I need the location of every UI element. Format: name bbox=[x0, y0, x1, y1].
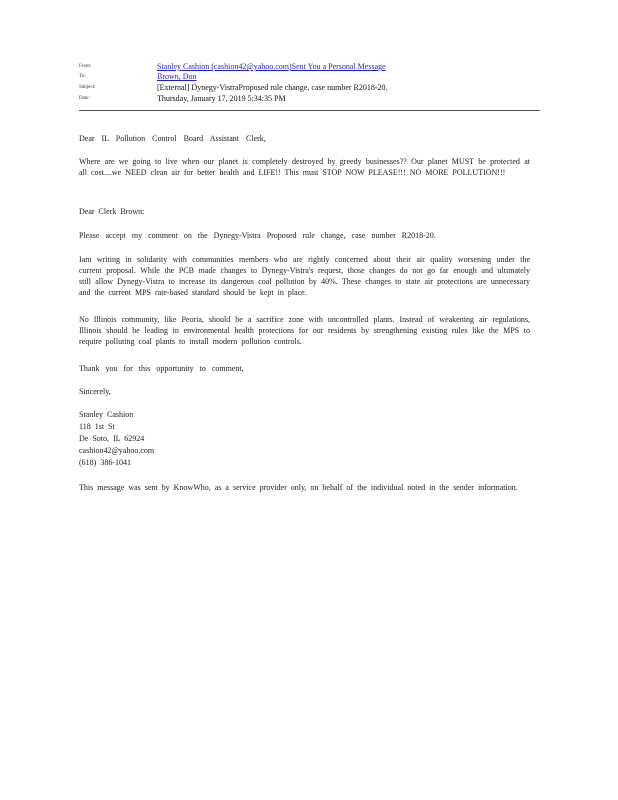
paragraph-planet: Where are we going to live when our planet is completely destroyed by greedy businesses?? Our planet MUST be protected at all cost....we NEED clean air for better health and LIFE!! This must STOP NOW PLEASE!!! NO MORE POLLUTION!!! bbox=[79, 157, 530, 177]
date-value: Thursday, January 17, 2019 5:34:35 PM bbox=[157, 94, 286, 103]
greeting-assistant-clerk: Dear IL Pollution Control Board Assistant Clerk, bbox=[79, 134, 266, 143]
signature-block bbox=[79, 409, 530, 469]
to-link[interactable]: Brown, Don bbox=[157, 72, 197, 81]
signature-street: 118 1st St bbox=[79, 422, 115, 431]
closing: Sincerely, bbox=[79, 387, 111, 396]
header-from-row bbox=[79, 62, 549, 72]
signature-email: cashion42@yahoo.com bbox=[79, 446, 155, 455]
to-label: To: bbox=[79, 74, 86, 79]
paragraph-sacrifice-zone: No Illinois community, like Peoria, should be a sacrifice zone with uncontrolled plants. Instead of weakening air regulations, Illinois should be leading in environmental health protections for our residents by strengthening existing rules like the MPS to require polluting coal plants to install modern pollution controls. bbox=[79, 315, 530, 346]
paragraph-thank-you: Thank you for this opportunity to comment, bbox=[79, 364, 244, 373]
header-date-row bbox=[79, 94, 549, 104]
paragraph-solidarity: Iam writing in solidarity with communities members who are rightly concerned about their air quality worsening under the current proposal. While the PCB made changes to Dynegy-Vistra's request, those changes do not go far enough and ultimately still allow Dynegy-Vistra to increase its dangerous coal pollution by 40%. These changes to state air protections are unnecessary and the current MPS rate-based standard should be kept in place. bbox=[79, 255, 530, 297]
header-divider bbox=[79, 110, 540, 111]
subject-label: Subject: bbox=[79, 85, 96, 90]
footer-notice: This message was sent by KnowWho, as a service provider only, on behalf of the individual noted in the sender information. bbox=[79, 483, 518, 492]
paragraph-accept-comment: Please accept my comment on the Dynegy-Vistra Proposed rule change, case number R2018-20. bbox=[79, 231, 436, 240]
signature-name: Stanley Cashion bbox=[79, 410, 134, 419]
greeting-clerk-brown: Dear Clerk Brown: bbox=[79, 207, 145, 216]
from-link[interactable]: Stanley Cashion (cashion42@yahoo.com)Sent You a Personal Message bbox=[157, 62, 386, 71]
header-subject-row bbox=[79, 83, 549, 93]
signature-phone: (618) 386-1041 bbox=[79, 458, 131, 467]
date-label: Date: bbox=[79, 96, 90, 101]
header-to-row bbox=[79, 72, 549, 82]
signature-city: De Soto, IL 62924 bbox=[79, 434, 145, 443]
from-label: From: bbox=[79, 64, 92, 69]
subject-value: [External] Dynegy-VistraProposed rule change, case number R2018-20. bbox=[157, 83, 388, 92]
